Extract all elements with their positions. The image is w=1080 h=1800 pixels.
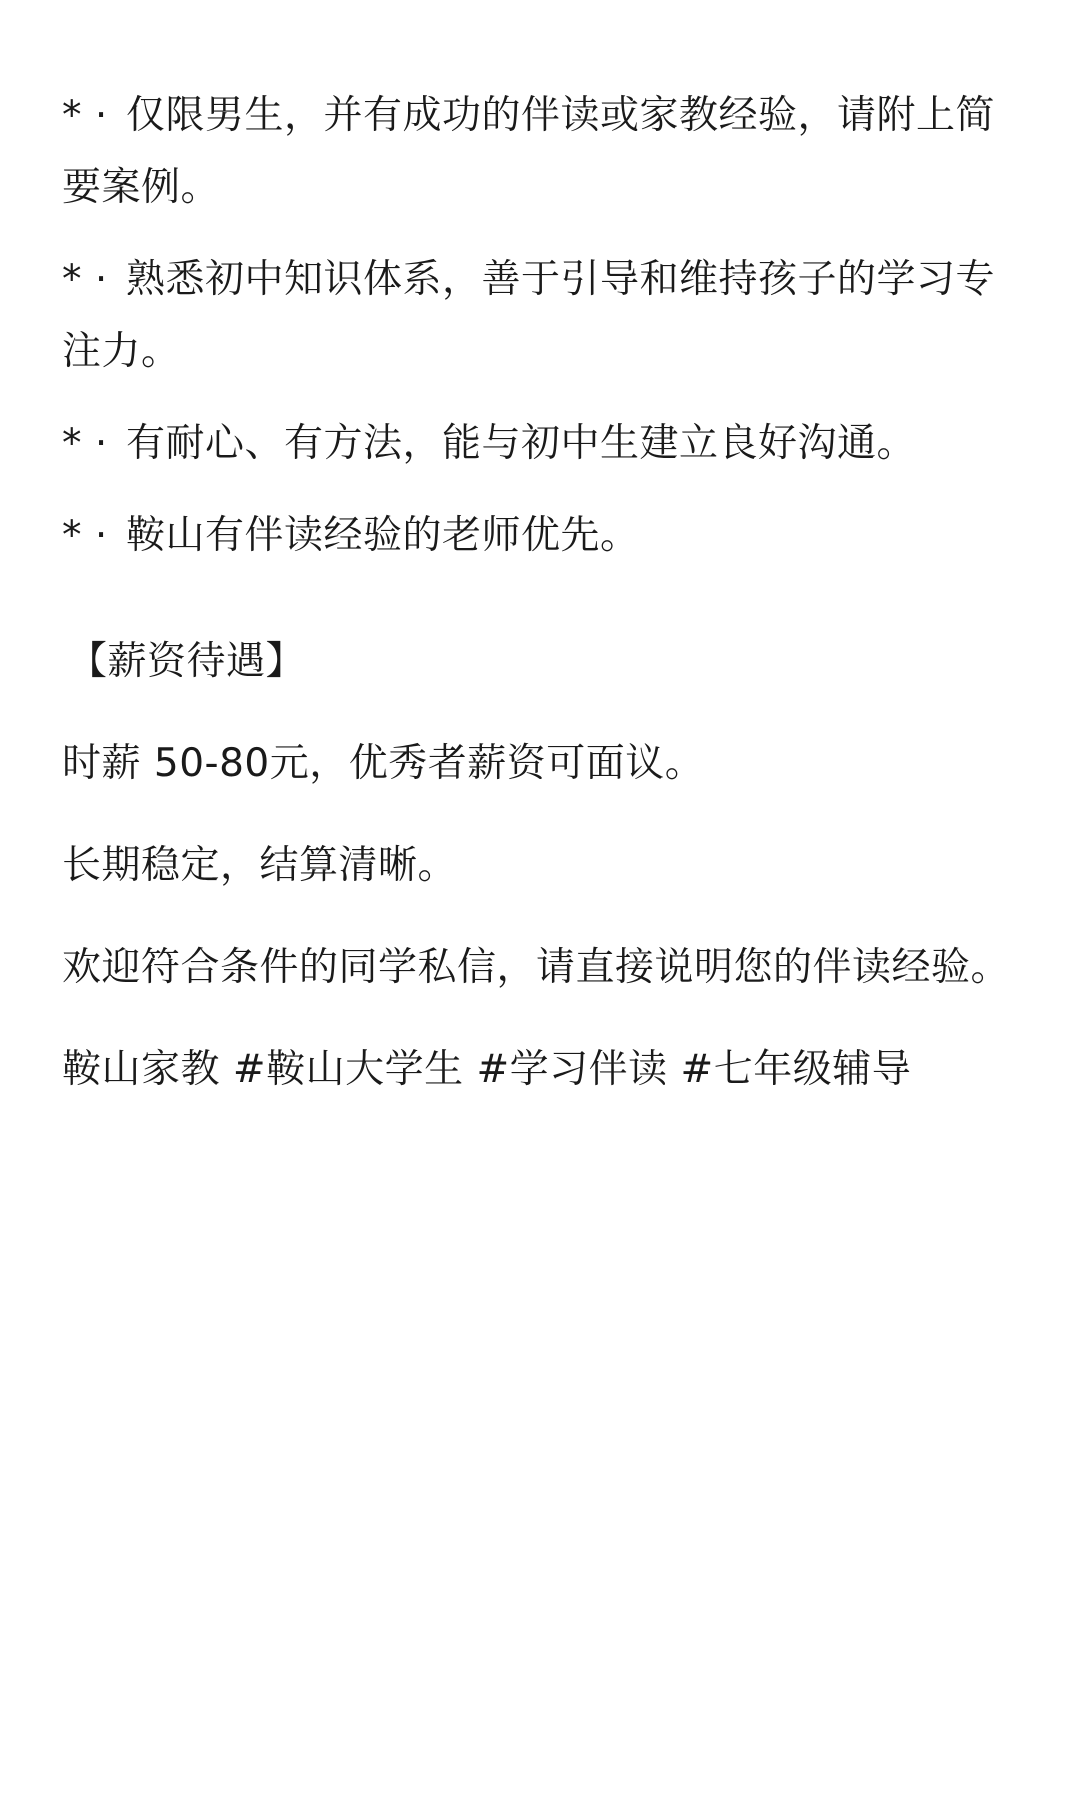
salary-heading: 【薪资待遇】 (68, 639, 306, 684)
requirement-text: 熟悉初中知识体系，善于引导和维持孩子的学习专注力。 (62, 257, 996, 374)
salary-rate: 时薪 50-80元，优秀者薪资可面议。 (62, 741, 705, 786)
hashtag-line[interactable]: 鞍山家教 #鞍山大学生 #学习伴读 #七年级辅导 (62, 1047, 912, 1092)
settlement-note: 长期稳定，结算清晰。 (62, 843, 458, 888)
requirement-text: 鞍山有伴读经验的老师优先。 (126, 513, 640, 558)
requirement-item (62, 500, 1016, 572)
bullet-marker: * · (62, 257, 121, 302)
requirement-item (62, 408, 1016, 480)
requirement-text: 仅限男生，并有成功的伴读或家教经验，请附上简要案例。 (62, 93, 996, 210)
requirement-text: 有耐心、有方法，能与初中生建立良好沟通。 (126, 421, 917, 466)
contact-invite: 欢迎符合条件的同学私信，请直接说明您的伴读经验。 (62, 945, 1011, 990)
bullet-marker: * · (62, 421, 121, 466)
requirement-item (62, 244, 1016, 388)
bullet-marker: * · (62, 513, 121, 558)
bullet-marker: * · (62, 93, 121, 138)
requirement-item (62, 80, 1016, 224)
